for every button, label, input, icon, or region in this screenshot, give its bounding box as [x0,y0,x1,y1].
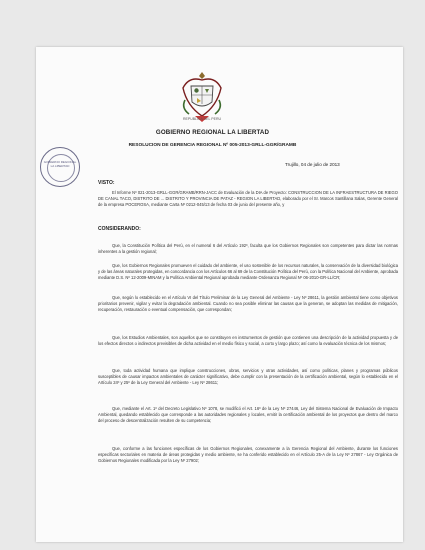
paragraph-regional-governments: Que, los Gobiernos Regionales promueven el cuidado del ambiente, el uso sostenible de los recursos naturales, la conservación de la diversidad biológica y de las áreas naturales protegidas, en concordancia con los Artículos 66 al 69 de la Constitución Política del Perú, con la Política Nacional del Ambiente, aprobada mediante D.S. Nº 12-2009-MINAM y la Política Ambiental Regional aprobada mediante Ordenanza Regional Nº 06-2010-GR-LL/CR; [98,263,398,281]
paragraph-legislative-decree: Que, mediante el Art. 1º del Decreto Legislativo Nº 1078, se modificó el Art. 16º de la Ley Nº 27446, Ley del Sistema Nacional de Evaluación de Impacto Ambiental, quedando establecido que corresponde a las autoridades regionales y locales, emitir la certificación ambiental de los proyectos que dentro del marco del proceso de descentralización resulten de su competencia; [98,406,398,424]
paragraph-specific-functions: Que, conforme a las funciones específicas de los Gobiernos Regionales, conexamente a la Gerencia Regional del Ambiente, durante los funciones específicas sectoriales en materia de áreas protegidas y medio ambiente, se ha conferido establecido en el Artículo 25-A de la Ley Nº 27867 - Ley Orgánica de Gobiernos Regionales modificada por la Ley Nº 27902; [98,446,398,464]
national-coat-of-arms-icon [179,70,225,124]
considerando-heading: CONSIDERANDO: [98,226,141,232]
resolution-number: RESOLUCION DE GERENCIA REGIONAL Nº 005-2013-GRLL-GGR/GRAMB [128,143,297,148]
official-seal-stamp [40,147,80,187]
paragraph-visto: El Informe Nº 021-2013-GRLL-GGR/GRAMB/RRN-JACC de Evaluación de la DIA de Proyecto: CONSTRUCCION DE LA INFRAESTRUCTURA DE RIEGO DE CANAL TACO, DISTRITO DE ... DISTRITO Y PROVINCIA DE PATAZ - REGION LA LIBERTAD, elaborado por el Sr. Marcos Santillana Salas, Gerente General de la empresa POCEROSA, mediante Carta Nº 0212-045/13 de fecha 03 de junio del presente año, y [98,190,398,208]
paragraph-environmental-management: Que, según lo establecido en el Artículo VI del Título Preliminar de la Ley General del Ambiente - Ley Nº 28611, la gestión ambiental tiene como objetivos prioritarios prevenir, vigilar y evitar la degradación ambiental. Cuando no sea posible eliminar las causas que la generan, se adoptan las medidas de mitigación, recuperación, restauración o eventual compensación, que correspondan; [98,295,398,313]
crest-caption: REPUBLICA DEL PERU [183,117,221,121]
institution-title: GOBIERNO REGIONAL LA LIBERTAD [155,129,270,136]
visto-heading: VISTO: [98,180,115,186]
document-date: Trujillo, 04 de julio de 2013 [285,162,340,167]
seal-inner-ring [47,154,75,182]
paragraph-constitution: Que, la Constitución Política del Perú, en el numeral 6 del Artículo 192º, faculta que los Gobiernos Regionales son competentes para dictar las normas inherentes a la gestión regional; [98,243,398,255]
paragraph-human-activity: Que, toda actividad humana que implique construcciones, obras, servicios y otras actividades, así como políticas, planes y programas públicos susceptibles de causar impactos ambientales de carácter significativo, debe cumplir con la presentación de la certificación ambiental, según lo establecido en el Artículo 24º y 25º de la Ley General del Ambiente - Ley Nº 28611; [98,368,398,386]
seal-text: GOBIERNO REGIONAL LA LIBERTAD [43,160,77,168]
paragraph-environmental-studies: Que, los Estudios Ambientales, son aquellos que se constituyen en instrumentos de gestión que contienen una descripción de la actividad propuesta y de los efectos directos o indirectos previsibles de dicha actividad en el medio físico y social, a corto y largo plazo; así como la evaluación técnica de los mismos; [98,335,398,347]
